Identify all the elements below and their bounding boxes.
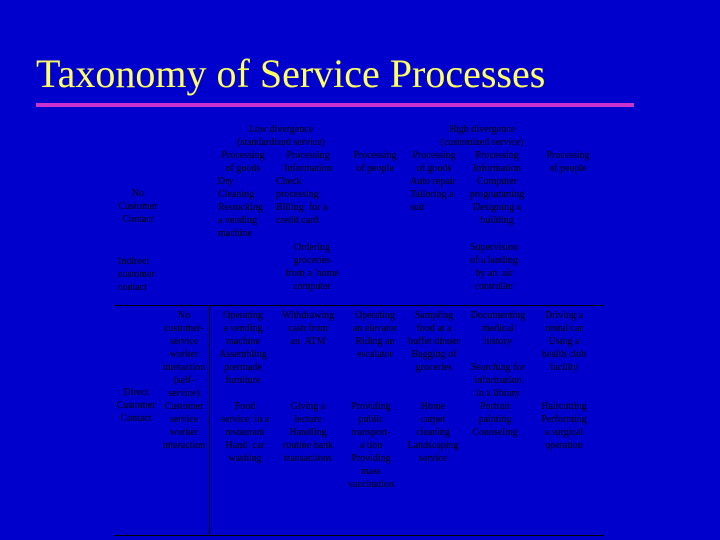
- row-label-indirect: Indirect customer contact: [118, 256, 155, 293]
- col-head-high-people: Processing of people: [546, 150, 590, 174]
- cell-worker-low-info: Giving a lecture Handling routine bank transactions: [282, 401, 334, 464]
- cell-worker-low-goods: Food service in a restaurant Hand car washing: [220, 401, 270, 464]
- cell-indirect-high-info: Supervision of a landing by an air controller: [470, 242, 518, 292]
- subrow-label-self-service: No customer- service worker interaction (self- service): [162, 310, 206, 399]
- cell-indirect-low-info: Ordering groceries from a home computer: [285, 242, 339, 292]
- subrow-label-worker-interaction: Customer service worker interaction: [162, 401, 206, 451]
- cell-self-high-goods: Sampling food at a buffet dinner Bagging of groceries: [408, 310, 460, 373]
- cell-self-high-people: Driving a rental car Using a health club facility: [541, 310, 587, 373]
- cell-no-contact-high-goods: Auto repair Tailoring a suit: [410, 176, 456, 213]
- col-head-high-info: Processing Information: [473, 150, 521, 174]
- cell-no-contact-high-info: Computer programming Designing a building: [469, 176, 525, 226]
- cell-self-low-goods: Operating a vending machine Assembling prermade furniture: [219, 310, 267, 386]
- low-divergence-header: Low divergence (standardized service): [236, 124, 325, 148]
- title-underline: [36, 103, 634, 107]
- cell-self-low-info: Withdrawing cash from an ATM: [281, 310, 335, 347]
- cell-self-high-info: Documenting medical history Searching for information in a library: [470, 310, 526, 399]
- cell-worker-low-people: Providing public transport- a tion Providing mass vaccination: [347, 401, 395, 490]
- table-top-rule: [114, 305, 604, 306]
- row-label-no-contact: No Customer Contact: [118, 188, 158, 225]
- cell-worker-high-goods: Home carpet cleaning Landscaping service: [407, 401, 459, 464]
- row-label-direct: Direct Customer Contact: [116, 387, 156, 424]
- slide-title: Taxonomy of Service Processes: [36, 51, 546, 96]
- high-divergence-header: High divergence (customized service): [440, 124, 524, 148]
- col-head-low-goods: Processing of goods: [221, 150, 265, 174]
- cell-no-contact-low-info: Check processing Billing for a credit card: [276, 176, 328, 226]
- cell-worker-high-people: Haircutting Performing a surgical operation: [541, 401, 587, 451]
- cell-no-contact-low-goods: Dry Cleaning Restocking a vending machine: [218, 176, 263, 239]
- col-head-low-people: Processing of people: [353, 150, 397, 174]
- col-head-low-info: Processing Information: [284, 150, 332, 174]
- cell-worker-high-info: Portrait painting Counseling: [472, 401, 518, 438]
- col-head-high-goods: Processing of goods: [412, 150, 456, 174]
- table-bottom-rule: [114, 535, 604, 536]
- cell-self-low-people: Operating an elevator Riding an escalator: [352, 310, 398, 360]
